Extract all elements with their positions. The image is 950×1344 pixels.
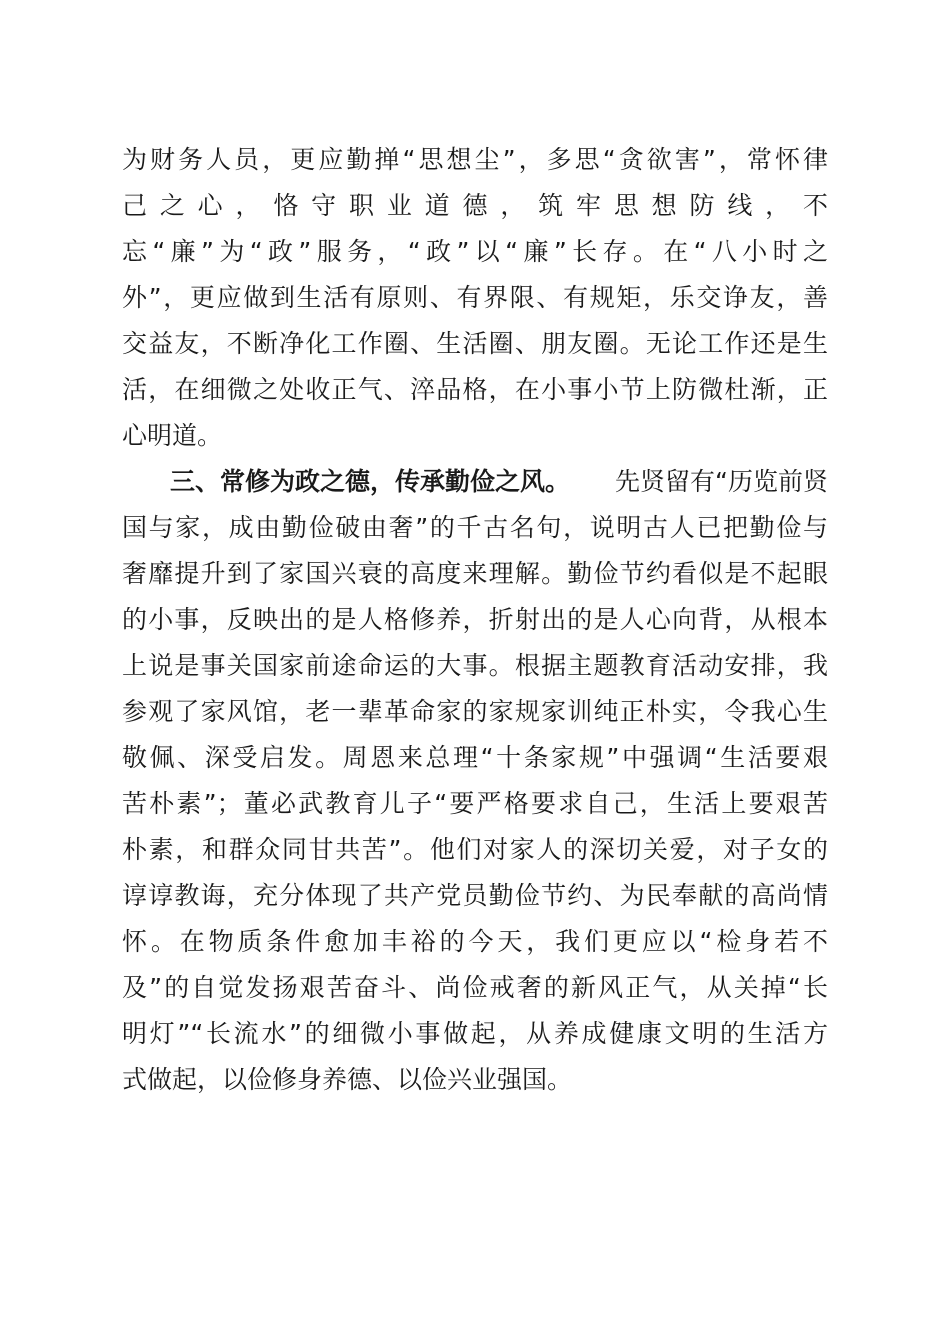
paragraph-line: 式做起，以俭修身养德、以俭兴业强国。 bbox=[122, 1065, 573, 1094]
paragraph-line: 谆谆教诲，充分体现了共产党员勤俭节约、为民奉献的高尚情 bbox=[122, 881, 828, 910]
paragraph-line: 怀。在物质条件愈加丰裕的今天，我们更应以“检身若不 bbox=[122, 927, 828, 956]
paragraph-line: 明灯”“长流水”的细微小事做起，从养成健康文明的生活方 bbox=[122, 1019, 828, 1048]
heading-continuation: 先贤留有“历览前贤 bbox=[615, 467, 828, 496]
paragraph-first-line bbox=[170, 462, 828, 502]
paragraph-line: 敬佩、深受启发。周恩来总理“十条家规”中强调“生活要艰 bbox=[122, 743, 828, 772]
paragraph-line: 朴素，和群众同甘共苦”。他们对家人的深切关爱，对子女的 bbox=[122, 835, 828, 864]
paragraph-line: 参观了家风馆，老一辈革命家的家规家训纯正朴实，令我心生 bbox=[122, 697, 828, 726]
paragraph-line: 的小事，反映出的是人格修养，折射出的是人心向背，从根本 bbox=[122, 605, 828, 634]
paragraph-line: 外”，更应做到生活有原则、有界限、有规矩，乐交诤友，善 bbox=[122, 283, 828, 312]
paragraph-line: 奢靡提升到了家国兴衰的高度来理解。勤俭节约看似是不起眼 bbox=[122, 559, 828, 588]
paragraph-line: 国与家，成由勤俭破由奢”的千古名句，说明古人已把勤俭与 bbox=[122, 513, 828, 542]
paragraph-line: 上说是事关国家前途命运的大事。根据主题教育活动安排，我 bbox=[122, 651, 828, 680]
paragraph-line: 为财务人员，更应勤掸“思想尘”，多思“贪欲害”，常怀律 bbox=[122, 145, 828, 174]
paragraph-line: 及”的自觉发扬艰苦奋斗、尚俭戒奢的新风正气，从关掉“长 bbox=[122, 973, 828, 1002]
paragraph-line: 己之心，恪守职业道德，筑牢思想防线，不 bbox=[122, 191, 828, 220]
section-heading: 三、常修为政之德，传承勤俭之风。 bbox=[170, 467, 571, 496]
paragraph-line: 忘“廉”为“政”服务，“政”以“廉”长存。在“八小时之 bbox=[122, 237, 828, 266]
paragraph-line: 苦朴素”；董必武教育儿子“要严格要求自己，生活上要艰苦 bbox=[122, 789, 828, 818]
paragraph-line: 心明道。 bbox=[122, 421, 223, 450]
paragraph-line: 交益友，不断净化工作圈、生活圈、朋友圈。无论工作还是生 bbox=[122, 329, 828, 358]
paragraph-line: 活，在细微之处收正气、淬品格，在小事小节上防微杜渐，正 bbox=[122, 375, 828, 404]
